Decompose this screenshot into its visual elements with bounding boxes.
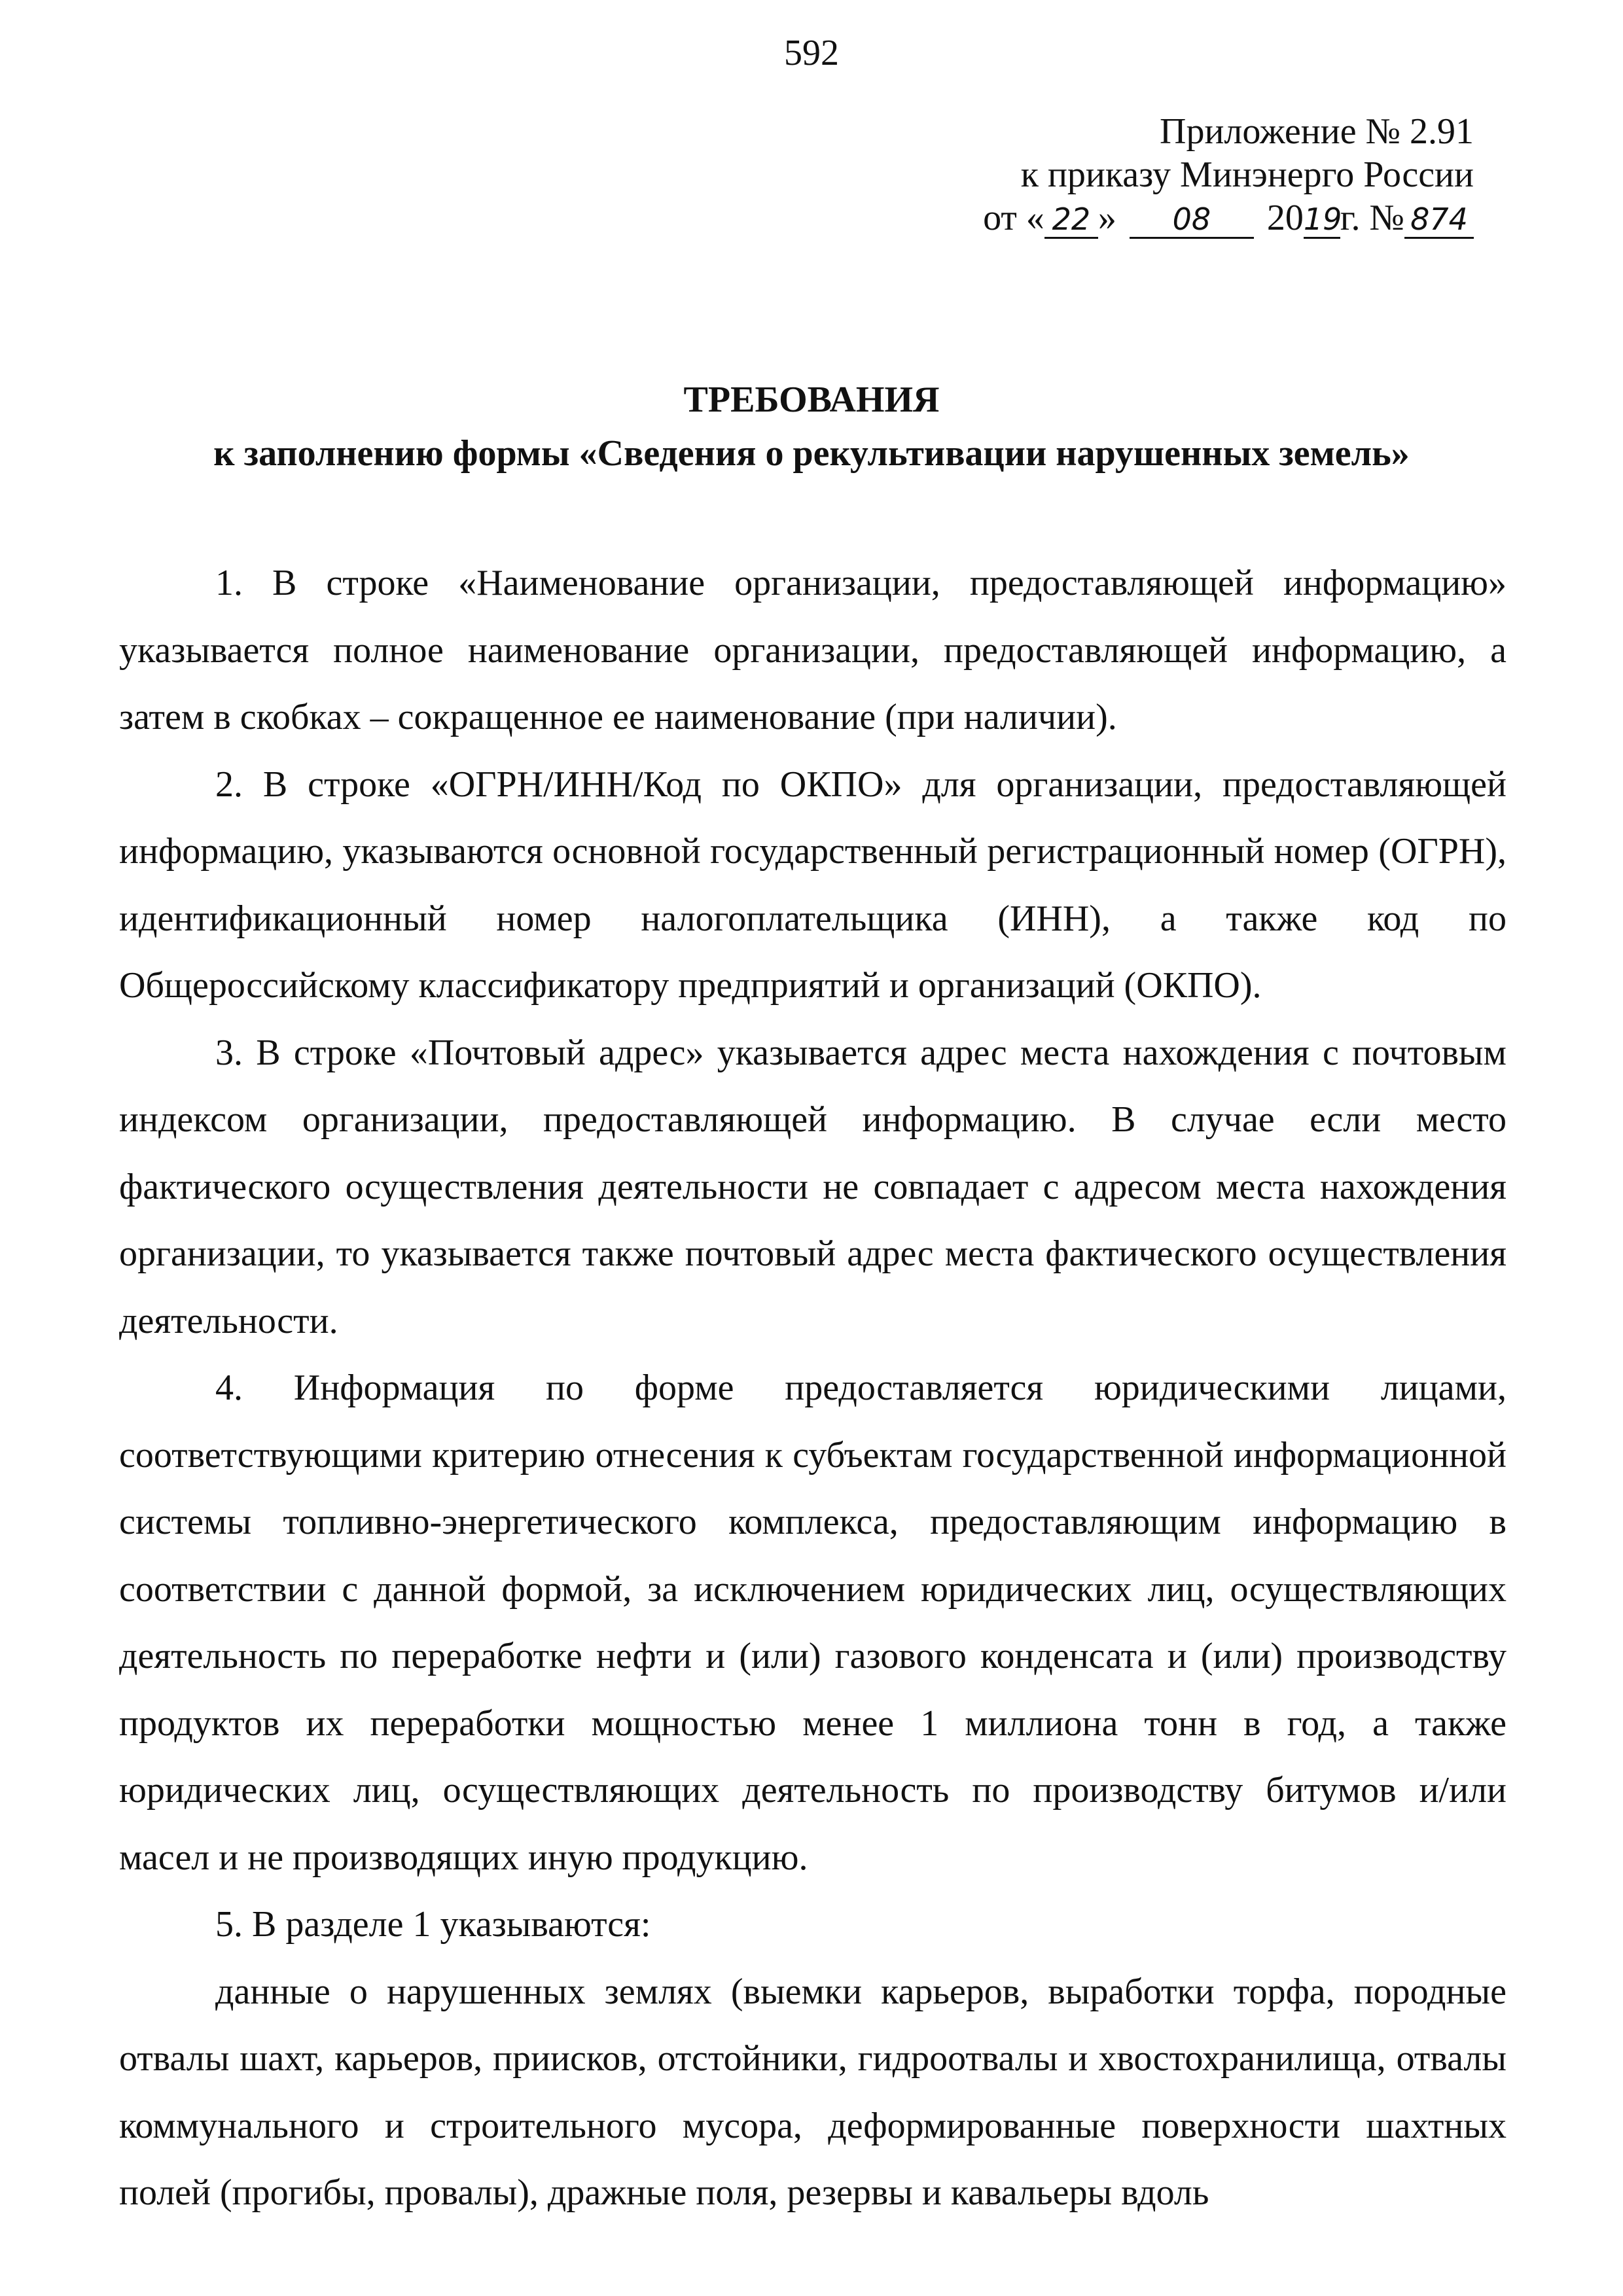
document-title (0, 373, 1623, 480)
paragraph-5-continued: данные о нарушенных землях (выемки карьеров, выработки торфа, породные отвалы шахт, карьеров, приисков, отстойники, гидроотвалы и хвостохранилища, отвалы коммунального и строительного мусора, деформированные поверхности шахтных полей (прогибы, провалы), дражные поля, резервы и кавальеры вдоль (119, 1971, 1507, 2213)
year-prefix: 20 (1266, 198, 1304, 238)
paragraph-2: 2. В строке «ОГРН/ИНН/Код по ОКПО» для организации, предоставляющей информацию, указываются основной государственный регистрационный номер (ОГРН), идентификационный номер налогоплательщика (ИНН), а также код по Общероссийскому классификатору предприятий и организаций (ОКПО). (119, 764, 1507, 1006)
page-number: 592 (784, 33, 839, 73)
year-mark: г. № (1340, 198, 1404, 238)
date-prefix: от « (983, 198, 1044, 238)
title-line-2: к заполнению формы «Сведения о рекультивации нарушенных земель» (213, 433, 1410, 474)
paragraph-1: 1. В строке «Наименование организации, предоставляющей информацию» указывается полное наименование организации, предоставляющей информацию, а затем в скобках – сокращенное ее наименование (при наличии). (119, 563, 1507, 737)
handwritten-order-number: 874 (1404, 202, 1474, 239)
document-body (119, 550, 1507, 2227)
appendix-date-line (885, 196, 1474, 239)
appendix-line-2: к приказу Минэнерго России (1020, 154, 1474, 195)
handwritten-year: 19 (1304, 202, 1340, 239)
paragraph-4: 4. Информация по форме предоставляется юридическими лицами, соответствующими критерию отнесения к субъектам государственной информационной системы топливно-энергетического комплекса, предоставляющим информацию в соответствии с данной формой, за исключением юридических лиц, осуществляющих деятельность по переработке нефти и (или) газового конденсата и (или) производству продуктов их переработки мощностью менее 1 миллиона тонн в год, а также юридических лиц, осуществляющих деятельность по производству битумов и/или масел и не производящих иную продукцию. (119, 1368, 1507, 1878)
handwritten-day: 22 (1044, 202, 1098, 239)
day-suffix: » (1097, 198, 1116, 238)
appendix-line-1: Приложение № 2.91 (1160, 111, 1474, 152)
paragraph-3: 3. В строке «Почтовый адрес» указывается адрес места нахождения с почтовым индексом организации, предоставляющей информацию. В случае если место фактического осуществления деятельности не совпадает с адресом места нахождения организации, то указывается также почтовый адрес места фактического осуществления деятельности. (119, 1032, 1507, 1341)
paragraph-5: 5. В разделе 1 указываются: (215, 1904, 651, 1945)
title-line-1: ТРЕБОВАНИЯ (683, 380, 940, 420)
appendix-header (885, 110, 1474, 239)
handwritten-month: 08 (1130, 202, 1254, 239)
